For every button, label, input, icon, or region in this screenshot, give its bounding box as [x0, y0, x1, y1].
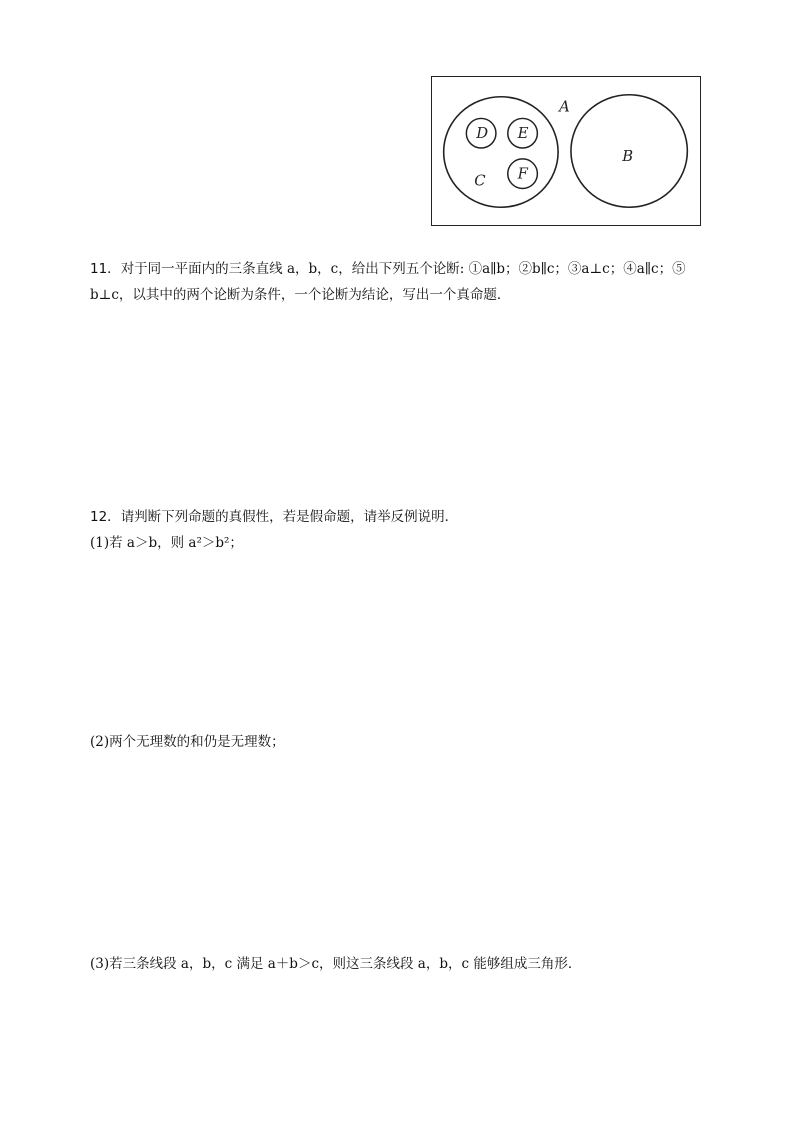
question-12-part-1: (1)若 a＞b，则 a²＞b²； [90, 535, 243, 551]
label-A: A [559, 98, 570, 116]
question-12 [90, 504, 710, 530]
question-11 [90, 256, 710, 308]
ellipse-C [444, 97, 558, 208]
label-F: F [517, 165, 528, 183]
label-C: C [474, 172, 486, 190]
question-12-part-2: (2)两个无理数的和仍是无理数； [90, 734, 285, 750]
label-E: E [517, 125, 529, 143]
question-12-part-3: (3)若三条线段 a，b，c 满足 a＋b＞c，则这三条线段 a，b，c 能够组成三角形． [90, 956, 582, 972]
question-12-stem: 请判断下列命题的真假性，若是假命题，请举反例说明． [120, 509, 459, 525]
label-B: B [622, 147, 634, 165]
label-D: D [476, 125, 489, 143]
question-11-text-line2: b⊥c，以其中的两个论断为条件，一个论断为结论，写出一个真命题． [90, 287, 511, 303]
set-diagram [432, 77, 700, 225]
question-12-number: 12． [90, 509, 121, 525]
question-11-line1 [90, 256, 710, 282]
set-diagram-figure [431, 76, 701, 226]
question-11-number: 11． [90, 261, 121, 277]
question-11-text-line1: 对于同一平面内的三条直线 a，b，c，给出下列五个论断: ①a∥b；②b∥c；③a⊥c；④a∥c；⑤ [120, 261, 686, 277]
